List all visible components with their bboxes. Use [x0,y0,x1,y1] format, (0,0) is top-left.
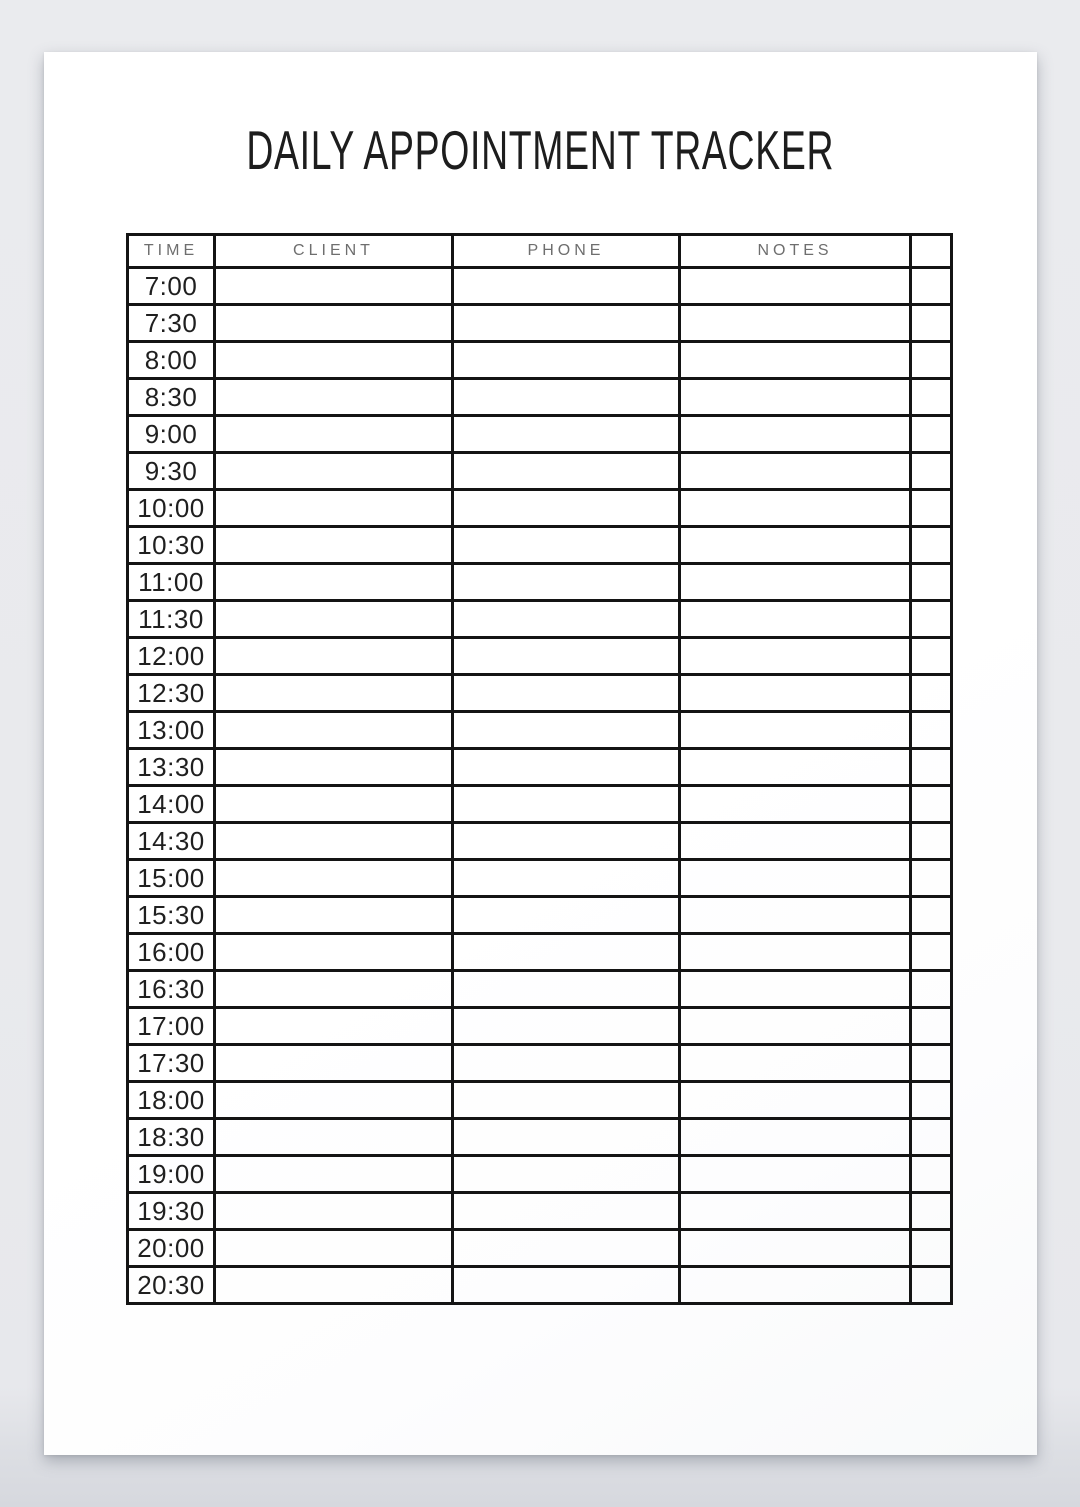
table-row [128,1045,952,1082]
table-row [128,1082,952,1119]
client-cell [215,934,453,971]
time-cell: 15:00 [128,860,215,897]
notes-cell [680,1193,911,1230]
notes-cell [680,305,911,342]
check-cell [911,527,952,564]
table-row [128,823,952,860]
check-cell [911,823,952,860]
client-cell [215,416,453,453]
table-row [128,379,952,416]
notes-cell [680,564,911,601]
time-cell: 7:30 [128,305,215,342]
notes-cell [680,490,911,527]
phone-cell [453,1045,680,1082]
phone-cell [453,564,680,601]
check-cell [911,453,952,490]
phone-cell [453,453,680,490]
phone-cell [453,1156,680,1193]
check-cell [911,1156,952,1193]
phone-cell [453,860,680,897]
notes-cell [680,1119,911,1156]
check-cell [911,416,952,453]
client-cell [215,1008,453,1045]
phone-cell [453,379,680,416]
phone-cell [453,305,680,342]
notes-cell [680,1267,911,1304]
table-row [128,786,952,823]
page-title: DAILY APPOINTMENT TRACKER [246,119,835,181]
time-cell: 18:30 [128,1119,215,1156]
client-cell [215,490,453,527]
check-cell [911,971,952,1008]
notes-cell [680,1230,911,1267]
table-row [128,564,952,601]
table-row [128,601,952,638]
notes-cell [680,823,911,860]
phone-cell [453,712,680,749]
table-row [128,342,952,379]
column-header-check [911,235,952,268]
notes-cell [680,1045,911,1082]
check-cell [911,749,952,786]
client-cell [215,527,453,564]
time-cell: 20:30 [128,1267,215,1304]
table-row [128,934,952,971]
client-cell [215,971,453,1008]
check-cell [911,1267,952,1304]
check-cell [911,860,952,897]
time-cell: 19:30 [128,1193,215,1230]
client-cell [215,1193,453,1230]
notes-cell [680,416,911,453]
table-row [128,1193,952,1230]
client-cell [215,268,453,305]
phone-cell [453,638,680,675]
time-cell: 13:00 [128,712,215,749]
client-cell [215,1230,453,1267]
client-cell [215,823,453,860]
time-cell: 10:30 [128,527,215,564]
check-cell [911,1119,952,1156]
notes-cell [680,1082,911,1119]
time-cell: 9:30 [128,453,215,490]
table-row [128,1267,952,1304]
time-cell: 14:30 [128,823,215,860]
title-container [44,118,1037,183]
phone-cell [453,1119,680,1156]
check-cell [911,897,952,934]
table-row [128,416,952,453]
table-row [128,860,952,897]
notes-cell [680,712,911,749]
phone-cell [453,1193,680,1230]
phone-cell [453,1267,680,1304]
table-row [128,1119,952,1156]
time-cell: 12:30 [128,675,215,712]
time-cell: 17:30 [128,1045,215,1082]
notes-cell [680,527,911,564]
time-cell: 16:00 [128,934,215,971]
table-row [128,675,952,712]
phone-cell [453,897,680,934]
time-cell: 15:30 [128,897,215,934]
check-cell [911,1045,952,1082]
table-row [128,527,952,564]
client-cell [215,749,453,786]
notes-cell [680,786,911,823]
column-header-phone: PHONE [453,235,680,268]
client-cell [215,712,453,749]
table-row [128,1156,952,1193]
phone-cell [453,601,680,638]
appointment-table [126,233,953,1305]
check-cell [911,564,952,601]
client-cell [215,379,453,416]
time-cell: 17:00 [128,1008,215,1045]
check-cell [911,305,952,342]
header-row [128,235,952,268]
notes-cell [680,342,911,379]
notes-cell [680,1156,911,1193]
table-row [128,638,952,675]
client-cell [215,305,453,342]
phone-cell [453,823,680,860]
time-cell: 9:00 [128,416,215,453]
table-row [128,1230,952,1267]
phone-cell [453,786,680,823]
check-cell [911,712,952,749]
table-row [128,897,952,934]
table-row [128,268,952,305]
notes-cell [680,601,911,638]
notes-cell [680,897,911,934]
table-row [128,490,952,527]
time-cell: 14:00 [128,786,215,823]
check-cell [911,601,952,638]
client-cell [215,342,453,379]
client-cell [215,564,453,601]
time-cell: 13:30 [128,749,215,786]
notes-cell [680,675,911,712]
time-cell: 10:00 [128,490,215,527]
client-cell [215,453,453,490]
notes-cell [680,268,911,305]
column-header-notes: NOTES [680,235,911,268]
time-cell: 7:00 [128,268,215,305]
phone-cell [453,342,680,379]
planner-page [44,52,1037,1455]
time-cell: 11:00 [128,564,215,601]
phone-cell [453,268,680,305]
table-row [128,712,952,749]
check-cell [911,379,952,416]
check-cell [911,490,952,527]
time-cell: 8:00 [128,342,215,379]
client-cell [215,786,453,823]
check-cell [911,638,952,675]
client-cell [215,1267,453,1304]
table-row [128,749,952,786]
notes-cell [680,749,911,786]
client-cell [215,675,453,712]
table-row [128,305,952,342]
notes-cell [680,453,911,490]
notes-cell [680,971,911,1008]
client-cell [215,897,453,934]
phone-cell [453,934,680,971]
phone-cell [453,1230,680,1267]
client-cell [215,1082,453,1119]
check-cell [911,1230,952,1267]
phone-cell [453,416,680,453]
check-cell [911,268,952,305]
check-cell [911,1082,952,1119]
time-cell: 19:00 [128,1156,215,1193]
phone-cell [453,527,680,564]
notes-cell [680,638,911,675]
check-cell [911,342,952,379]
client-cell [215,1119,453,1156]
table-row [128,1008,952,1045]
notes-cell [680,379,911,416]
phone-cell [453,490,680,527]
check-cell [911,675,952,712]
phone-cell [453,1082,680,1119]
notes-cell [680,934,911,971]
time-cell: 18:00 [128,1082,215,1119]
phone-cell [453,1008,680,1045]
client-cell [215,638,453,675]
check-cell [911,1008,952,1045]
time-cell: 16:30 [128,971,215,1008]
table-container [126,233,953,1305]
client-cell [215,1156,453,1193]
time-cell: 12:00 [128,638,215,675]
table-row [128,971,952,1008]
client-cell [215,1045,453,1082]
phone-cell [453,749,680,786]
notes-cell [680,1008,911,1045]
phone-cell [453,971,680,1008]
check-cell [911,1193,952,1230]
client-cell [215,860,453,897]
time-cell: 20:00 [128,1230,215,1267]
column-header-client: CLIENT [215,235,453,268]
client-cell [215,601,453,638]
time-cell: 11:30 [128,601,215,638]
time-cell: 8:30 [128,379,215,416]
table-row [128,453,952,490]
phone-cell [453,675,680,712]
column-header-time: TIME [128,235,215,268]
check-cell [911,786,952,823]
notes-cell [680,860,911,897]
check-cell [911,934,952,971]
